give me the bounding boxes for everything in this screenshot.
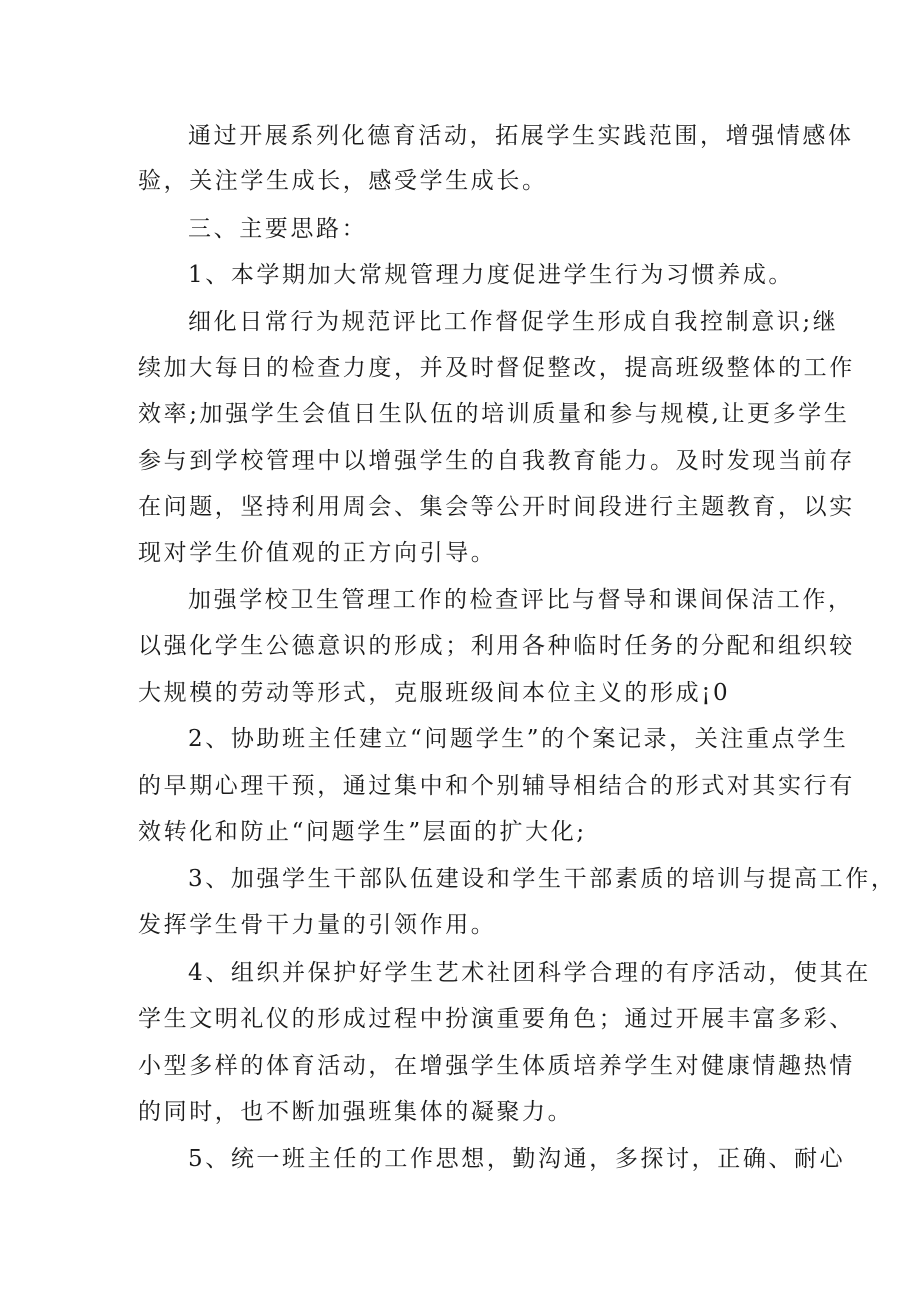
- item-5-line-1: 5、统一班主任的工作思想，勤沟通，多探讨，正确、耐心: [188, 1146, 846, 1172]
- item-2-line-3: 效转化和防止“问题学生”层面的扩大化;: [138, 819, 587, 845]
- paragraph-3-line-1: 加强学校卫生管理工作的检查评比与督导和课间保洁工作，: [188, 587, 854, 613]
- paragraph-2-line-6: 现对学生价值观的正方向引导。: [138, 540, 497, 566]
- item-2-line-1: 2、协助班主任建立“问题学生”的个案记录，关注重点学生: [188, 726, 849, 752]
- item-4-line-4: 的同时，也不断加强班集体的凝聚力。: [138, 1099, 574, 1125]
- item-4-line-1: 4、组织并保护好学生艺术社团科学合理的有序活动，使其在: [188, 960, 871, 986]
- paragraph-2-line-1: 细化日常行为规范评比工作督促学生形成自我控制意识;继: [188, 309, 839, 335]
- item-1-heading: 1、本学期加大常规管理力度促进学生行为习惯养成。: [188, 262, 795, 288]
- paragraph-2-line-4: 参与到学校管理中以增强学生的自我教育能力。及时发现当前存: [138, 448, 855, 474]
- paragraph-1-line-1: 通过开展系列化德育活动，拓展学生实践范围，增强情感体: [188, 123, 854, 149]
- section-heading: 三、主要思路：: [188, 216, 368, 242]
- item-4-line-3: 小型多样的体育活动，在增强学生体质培养学生对健康情趣热情: [138, 1053, 855, 1079]
- paragraph-1-line-2: 验，关注学生成长，感受学生成长。: [138, 168, 548, 194]
- paragraph-3-line-2: 以强化学生公德意识的形成；利用各种临时任务的分配和组织较: [138, 633, 855, 659]
- paragraph-2-line-5: 在问题，坚持利用周会、集会等公开时间段进行主题教育，以实: [138, 494, 855, 520]
- item-4-line-2: 学生文明礼仪的形成过程中扮演重要角色；通过开展丰富多彩、: [138, 1006, 855, 1032]
- item-3-line-1: 3、加强学生干部队伍建设和学生干部素质的培训与提高工作，: [188, 866, 897, 892]
- item-2-line-2: 的早期心理干预，通过集中和个别辅导相结合的形式对其实行有: [138, 773, 855, 799]
- item-3-line-2: 发挥学生骨干力量的引领作用。: [138, 912, 497, 938]
- paragraph-2-line-2: 续加大每日的检查力度，并及时督促整改，提高班级整体的工作: [138, 355, 855, 381]
- paragraph-3-line-3: 大规模的劳动等形式，克服班级间本位主义的形成¡0: [138, 680, 731, 706]
- paragraph-2-line-3: 效率;加强学生会值日生队伍的培训质量和参与规模,让更多学生: [138, 401, 850, 427]
